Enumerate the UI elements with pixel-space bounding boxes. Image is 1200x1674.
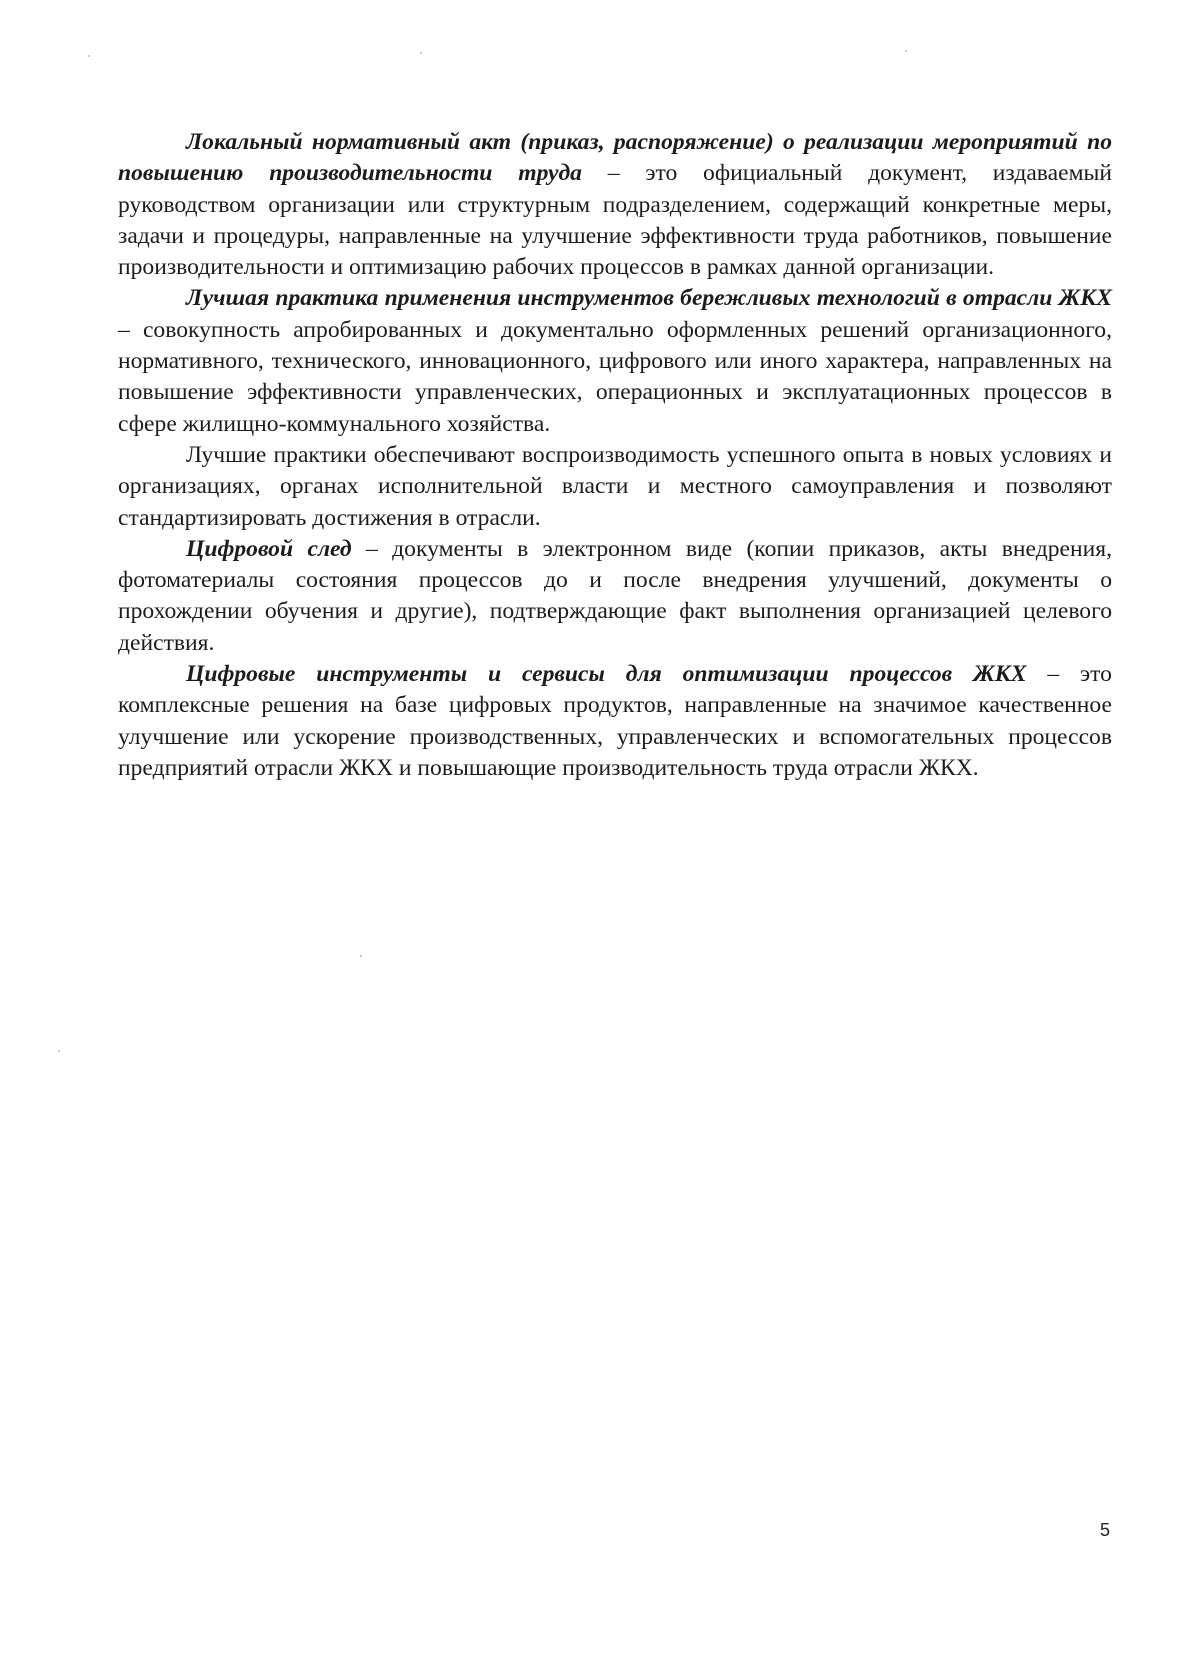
paragraph-text-best-practices-benefit: Лучшие практики обеспечивают воспроизводимость успешного опыта в новых условиях и организациях, органах исполнительной власти и местного самоуправления и позволяют стандартизировать достижения в отрасли. (118, 441, 1112, 531)
definition-paragraph-digital-tools (118, 659, 1112, 784)
document-body (118, 127, 1112, 784)
scan-speck (420, 52, 422, 54)
definition-paragraph-best-practice (118, 283, 1112, 439)
scan-speck (905, 50, 907, 52)
paragraph-best-practices-benefit (118, 440, 1112, 534)
definition-paragraph-digital-trace (118, 534, 1112, 659)
scan-speck (88, 55, 90, 57)
definition-text-best-practice: – совокупность апробированных и документально оформленных решений организационного, нормативного, технического, инновационного, цифрового или иного характера, направленных на повышение эффективности управленческих, операционных и эксплуатационных процессов в сфере жилищно-коммунального хозяйства. (118, 316, 1112, 437)
definition-text-digital-trace: – документы в электронном виде (копии приказов, акты внедрения, фотоматериалы состояния процессов до и после внедрения улучшений, документы о прохождении обучения и другие), подтверждающие факт выполнения организацией целевого действия. (118, 535, 1112, 656)
scan-speck (360, 955, 362, 957)
definition-paragraph-local-act (118, 127, 1112, 283)
page-number: 5 (1100, 1520, 1111, 1540)
scan-speck (58, 1050, 60, 1052)
term-local-act: Локальный нормативный акт (приказ, распоряжение) о реализации мероприятий по повышению производительности труда (118, 129, 1112, 187)
term-digital-tools: Цифровые инструменты и сервисы для оптимизации процессов ЖКХ (186, 661, 1027, 688)
term-best-practice: Лучшая практика применения инструментов бережливых технологий в отрасли ЖКХ (186, 285, 1112, 312)
definition-text-local-act: – это официальный документ, издаваемый руководством организации или структурным подразделением, содержащий конкретные меры, задачи и процедуры, направленные на улучшение эффективности труда работников, повышение производительности и оптимизацию рабочих процессов в рамках данной организации. (118, 160, 1112, 281)
definition-text-digital-tools: – это комплексные решения на базе цифровых продуктов, направленные на значимое качественное улучшение или ускорение производственных, управленческих и вспомогательных процессов предприятий отрасли ЖКХ и повышающие производительность труда отрасли ЖКХ. (118, 661, 1112, 781)
term-digital-trace: Цифровой след (186, 535, 352, 562)
